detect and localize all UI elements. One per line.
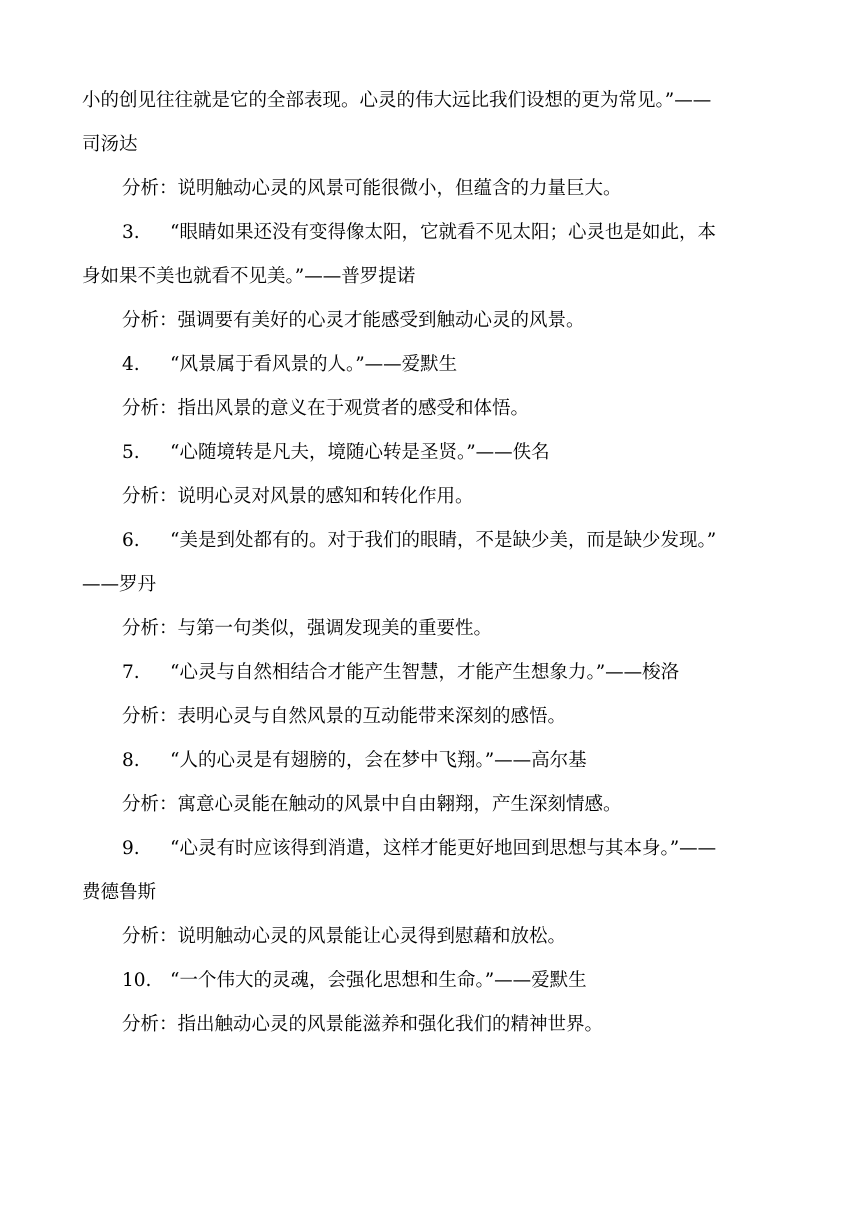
quote-number: 6.	[122, 530, 140, 551]
analysis-text: 分析：与第一句类似，强调发现美的重要性。	[122, 618, 493, 639]
analysis-line	[82, 306, 782, 336]
analysis-text: 分析：说明心灵对风景的感知和转化作用。	[122, 486, 474, 507]
quote-number: 10.	[122, 970, 152, 991]
quote-line	[82, 438, 782, 468]
analysis-line	[82, 790, 782, 820]
line-text: 司汤达	[82, 134, 138, 155]
analysis-line	[82, 1010, 782, 1040]
quote-number: 8.	[122, 750, 140, 771]
analysis-text: 分析：说明触动心灵的风景可能很微小，但蕴含的力量巨大。	[122, 178, 622, 199]
analysis-text: 分析：强调要有美好的心灵才能感受到触动心灵的风景。	[122, 310, 585, 331]
quote-line	[82, 746, 782, 776]
quote-number: 7.	[122, 662, 140, 683]
line-text: 费德鲁斯	[82, 882, 157, 903]
analysis-line	[82, 174, 782, 204]
quote-number: 5.	[122, 442, 140, 463]
analysis-line	[82, 482, 782, 512]
text-line	[82, 262, 782, 292]
analysis-line	[82, 922, 782, 952]
quote-text: “一个伟大的灵魂，会强化思想和生命。”——爱默生	[170, 970, 587, 991]
quote-text: “心灵与自然相结合才能产生智慧，才能产生想象力。”——梭洛	[170, 662, 680, 683]
document-body	[82, 86, 782, 1054]
quote-line	[82, 834, 782, 864]
quote-text: “心随境转是凡夫，境随心转是圣贤。”——佚名	[170, 442, 550, 463]
line-text: 身如果不美也就看不见美。”——普罗提诺	[82, 266, 416, 287]
text-line	[82, 86, 782, 116]
quote-line	[82, 526, 782, 556]
quote-text: “风景属于看风景的人。”——爱默生	[170, 354, 458, 375]
quote-number: 9.	[122, 838, 140, 859]
analysis-text: 分析：指出风景的意义在于观赏者的感受和体悟。	[122, 398, 530, 419]
quote-text: “人的心灵是有翅膀的，会在梦中飞翔。”——高尔基	[170, 750, 587, 771]
quote-line	[82, 658, 782, 688]
line-text: ——罗丹	[82, 574, 157, 595]
quote-line	[82, 350, 782, 380]
analysis-text: 分析：说明触动心灵的风景能让心灵得到慰藉和放松。	[122, 926, 567, 947]
quote-line	[82, 218, 782, 248]
text-line	[82, 570, 782, 600]
text-line	[82, 878, 782, 908]
analysis-line	[82, 614, 782, 644]
analysis-text: 分析：指出触动心灵的风景能滋养和强化我们的精神世界。	[122, 1014, 604, 1035]
line-text: 小的创见往往就是它的全部表现。心灵的伟大远比我们设想的更为常见。”——	[82, 90, 712, 111]
analysis-line	[82, 394, 782, 424]
quote-number: 4.	[122, 354, 140, 375]
quote-line	[82, 966, 782, 996]
quote-text: “美是到处都有的。对于我们的眼睛，不是缺少美，而是缺少发现。”	[170, 530, 717, 551]
text-line	[82, 130, 782, 160]
analysis-text: 分析：表明心灵与自然风景的互动能带来深刻的感悟。	[122, 706, 567, 727]
analysis-text: 分析：寓意心灵能在触动的风景中自由翱翔，产生深刻情感。	[122, 794, 622, 815]
quote-text: “眼睛如果还没有变得像太阳，它就看不见太阳；心灵也是如此，本	[170, 222, 716, 243]
analysis-line	[82, 702, 782, 732]
quote-number: 3.	[122, 222, 140, 243]
quote-text: “心灵有时应该得到消遣，这样才能更好地回到思想与其本身。”——	[170, 838, 717, 859]
